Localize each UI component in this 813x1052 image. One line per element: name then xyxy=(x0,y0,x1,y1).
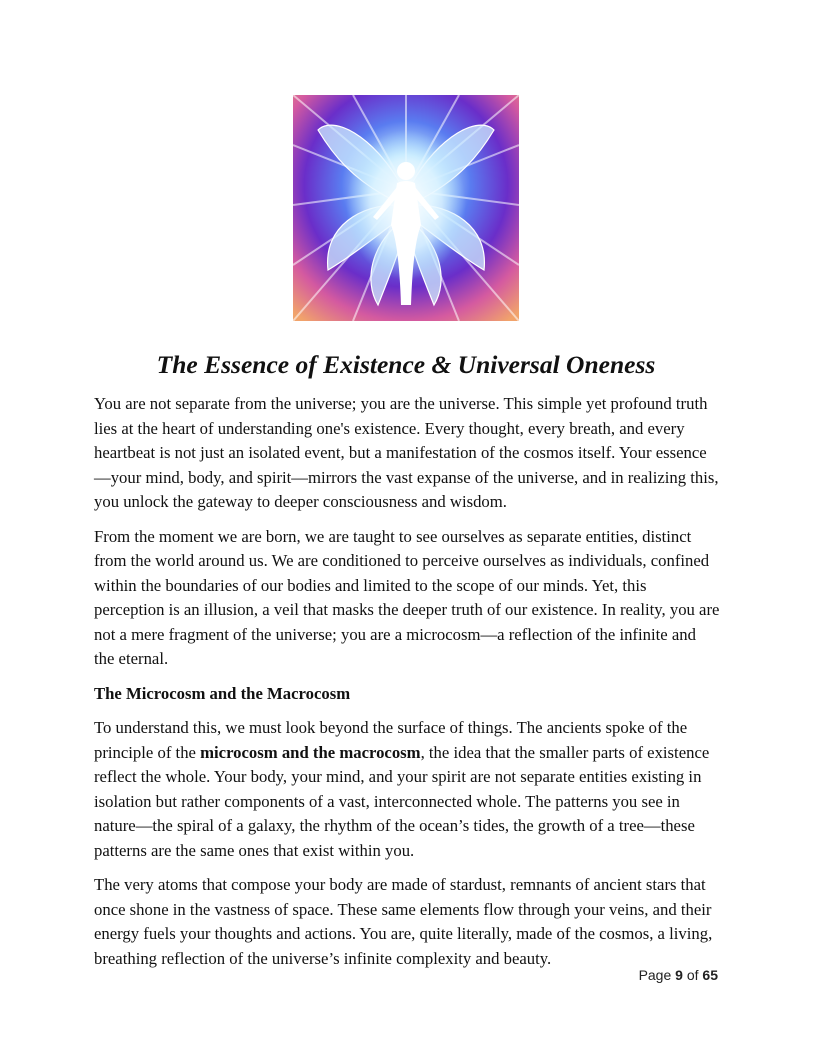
total-pages: 65 xyxy=(702,967,718,983)
page-title: The Essence of Existence & Universal Oneness xyxy=(156,350,656,379)
paragraph: From the moment we are born, we are taught to see ourselves as separate entities, distinct from the world around us. We are conditioned to perceive ourselves as individuals, confined within the boundaries of our bodies and limited to the scope of our minds. Yet, this perception is an illusion, a veil that masks the deeper truth of our existence. In reality, you are not a mere fragment of the universe; you are a microcosm—a reflection of the infinite and the eternal. xyxy=(94,526,720,668)
current-page: 9 xyxy=(675,967,683,983)
page-separator: of xyxy=(686,967,699,983)
page-prefix: Page xyxy=(638,967,672,983)
angel-icon xyxy=(293,95,519,321)
paragraph xyxy=(94,716,720,863)
angel-illustration xyxy=(293,95,519,321)
paragraph: You are not separate from the universe; you are the universe. This simple yet profound truth lies at the heart of understanding one's existence. Every thought, every breath, and every heartbeat is not just an isolated event, but a manifestation of the cosmos itself. Your essence—your mind, body, and spirit—mirrors the vast expanse of the universe, and in realizing this, you unlock the gateway to deeper consciousness and wisdom. xyxy=(94,394,719,511)
paragraph-text: To understand this, we must look beyond the surface of things. The ancients spoke of the principle of the xyxy=(94,718,688,762)
body-text xyxy=(94,392,720,981)
page-number xyxy=(500,967,718,983)
paragraph: The very atoms that compose your body are made of stardust, remnants of ancient stars that once shone in the vastness of space. These same elements flow through your veins, and their energy fuels your thoughts and actions. You are, quite literally, made of the cosmos, a living, breathing reflection of the universe’s infinite complexity and beauty. xyxy=(94,875,713,968)
paragraph-text: , the idea that the smaller parts of existence reflect the whole. Your body, your mind, and your spirit are not separate entities existing in isolation but rather components of a vast, interconnected whole. The patterns you see in nature—the spiral of a galaxy, the rhythm of the ocean’s tides, the growth of a tree—these patterns are the same ones that exist within you. xyxy=(94,742,710,860)
bold-term: microcosm and the macrocosm xyxy=(200,742,421,762)
section-heading: The Microcosm and the Macrocosm xyxy=(94,683,351,703)
